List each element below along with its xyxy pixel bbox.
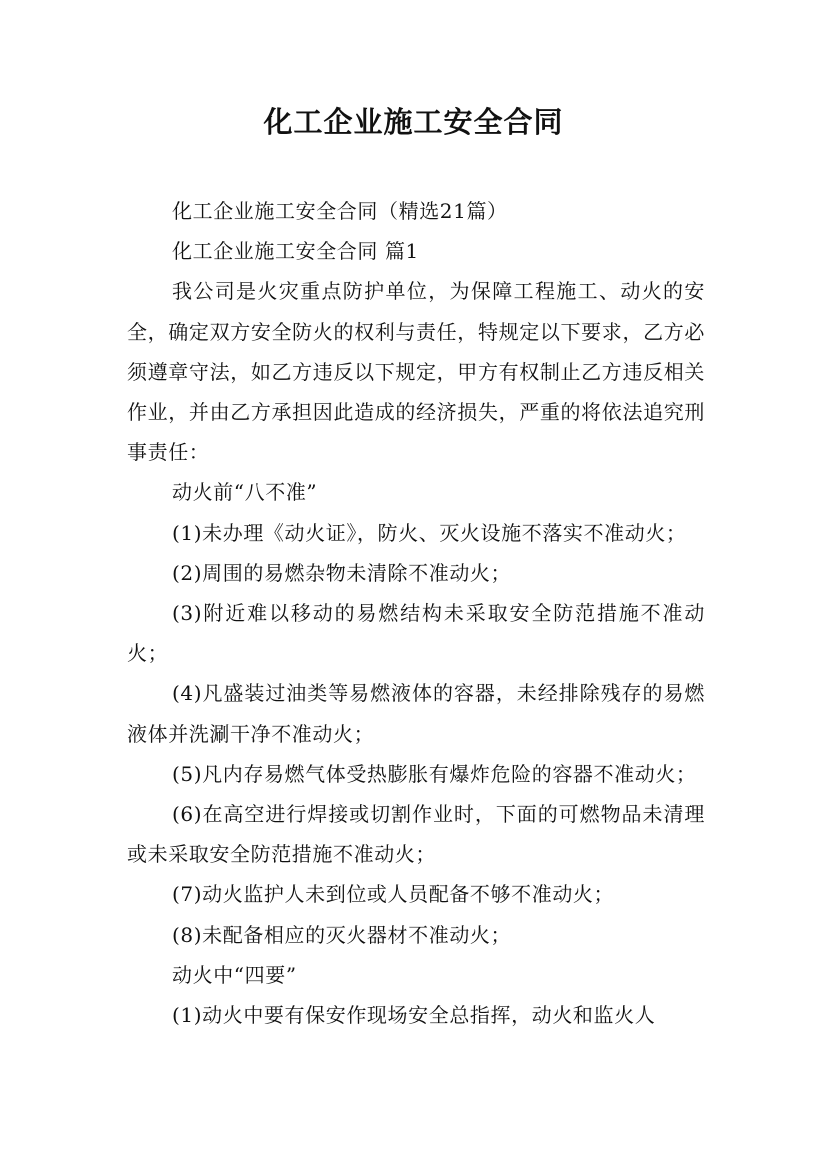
paragraph-item: (1)动火中要有保安作现场安全总指挥，动火和监火人	[172, 1003, 656, 1028]
paragraph-four-requirements-heading: 动火中“四要”	[172, 962, 297, 987]
paragraph-section-heading: 化工企业施工安全合同 篇1	[172, 239, 419, 264]
paragraph-item: (4)凡盛装过油类等易燃液体的容器，未经排除残存的易燃液体并洗涮干净不准动火；	[127, 681, 705, 746]
paragraph-item: (5)凡内存易燃气体受热膨胀有爆炸危险的容器不准动火；	[172, 761, 697, 786]
paragraph-intro: 我公司是火灾重点防护单位，为保障工程施工、动火的安全，确定双方安全防火的权利与责任，特规定以下要求，乙方必须遵章守法，如乙方违反以下规定，甲方有权制止乙方违反相关作业，并由乙方承担因此造成的经济损失，严重的将依法追究刑事责任：	[127, 279, 705, 465]
document-title: 化工企业施工安全合同	[263, 105, 564, 139]
paragraph-eight-prohibitions-heading: 动火前“八不准”	[172, 480, 318, 505]
paragraph-item: (1)未办理《动火证》，防火、灭火设施不落实不准动火；	[172, 520, 687, 545]
paragraph-item: (3)附近难以移动的易燃结构未采取安全防范措施不准动火；	[127, 601, 705, 666]
paragraph-item: (2)周围的易燃杂物未清除不准动火；	[172, 560, 512, 585]
paragraph-item: (8)未配备相应的灭火器材不准动火；	[172, 922, 512, 947]
document-body	[127, 191, 705, 1035]
paragraph-item: (7)动火监护人未到位或人员配备不够不准动火；	[172, 882, 615, 907]
paragraph-item: (6)在高空进行焊接或切割作业时，下面的可燃物品未清理或未采取安全防范措施不准动火；	[127, 802, 705, 867]
paragraph-subtitle: 化工企业施工安全合同（精选21篇）	[172, 199, 508, 223]
